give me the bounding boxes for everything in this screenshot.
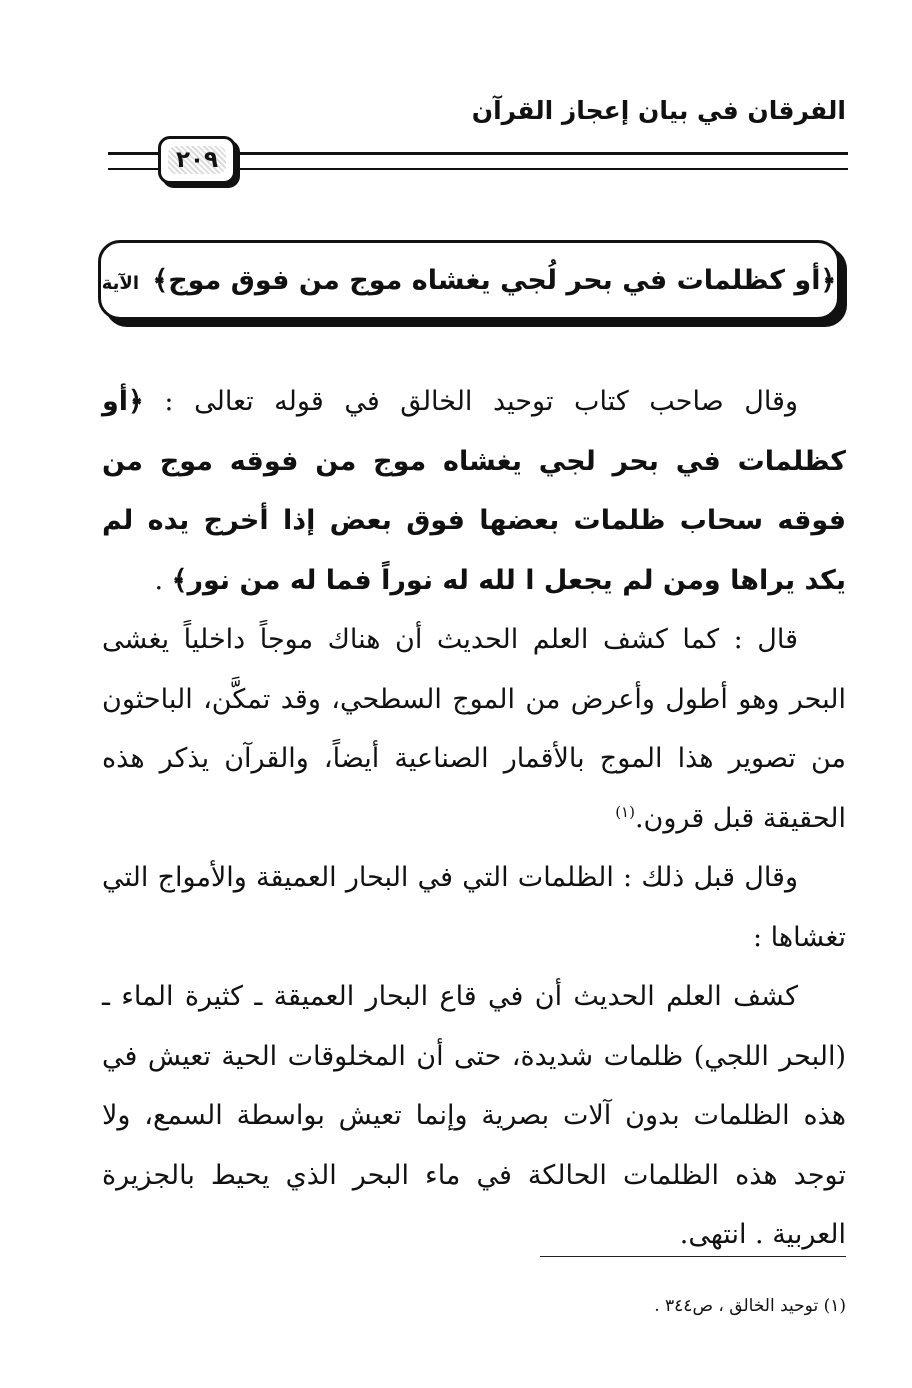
paragraph-4: كشف العلم الحديث أن في قاع البحار العميقة ـ كثيرة الماء ـ (البحر اللجي) ظلمات شديدة، حتى أن المخلوقات الحية تعيش في هذه الظلمات بدون آلات بصرية وإنما تعيش بواسطة السمع، ولا توجد هذه الظلمات الحالكة في ماء البحر الذي يحيط بالجزيرة العربية . انتهى. (102, 981, 846, 1250)
page-number: ٢٠٩ (168, 146, 226, 174)
header-rule-right-bottom (236, 168, 848, 170)
header-rule-right-top (236, 152, 848, 155)
running-title: الفرقان في بيان إعجاز القرآن (471, 96, 846, 125)
paragraph-1-intro: وقال صاحب كتاب توحيد الخالق في قوله تعالى : (143, 386, 798, 417)
paragraph-2-text: قال : كما كشف العلم الحديث أن هناك موجاً داخلياً يغشى البحر وهو أطول وأعرض من الموج السطحي، وقد تمكَّن، الباحثون من تصوير هذا الموج بالأقمار الصناعية أيضاً، والقرآن يذكر هذه الحقيقة قبل قرون. (102, 624, 846, 834)
paragraph-1 (102, 372, 846, 610)
page-number-badge (158, 136, 236, 184)
paragraph-1-end: . (154, 564, 172, 596)
footnote-separator (540, 1256, 846, 1257)
footnote-reference: (١) (615, 802, 635, 821)
section-heading-box (98, 240, 840, 320)
header-rule-left-bottom (108, 168, 158, 170)
quranic-verse: ﴿أو كظلمات في بحر لجي يغشاه موج من فوقه موج من فوقه سحاب ظلمات بعضها فوق بعض إذا أخرج يده لم يكد يراها ومن لم يجعل ا لله له نوراً فما له من نور﴾ (102, 386, 846, 596)
paragraph-2 (102, 610, 846, 848)
section-heading-verse: ﴿أو كظلمات في بحر لُجي يغشاه موج من فوق موج﴾ (152, 264, 837, 296)
section-heading-tail: الآية (101, 272, 139, 294)
body-text (102, 372, 846, 1265)
header-rule-left-top (108, 152, 158, 155)
footnote: (١) توحيد الخالق ، ص٣٤٤ . (654, 1296, 846, 1316)
paragraph-3: وقال قبل ذلك : الظلمات التي في البحار العميقة والأمواج التي تغشاها : (102, 862, 846, 953)
section-heading (102, 265, 837, 296)
